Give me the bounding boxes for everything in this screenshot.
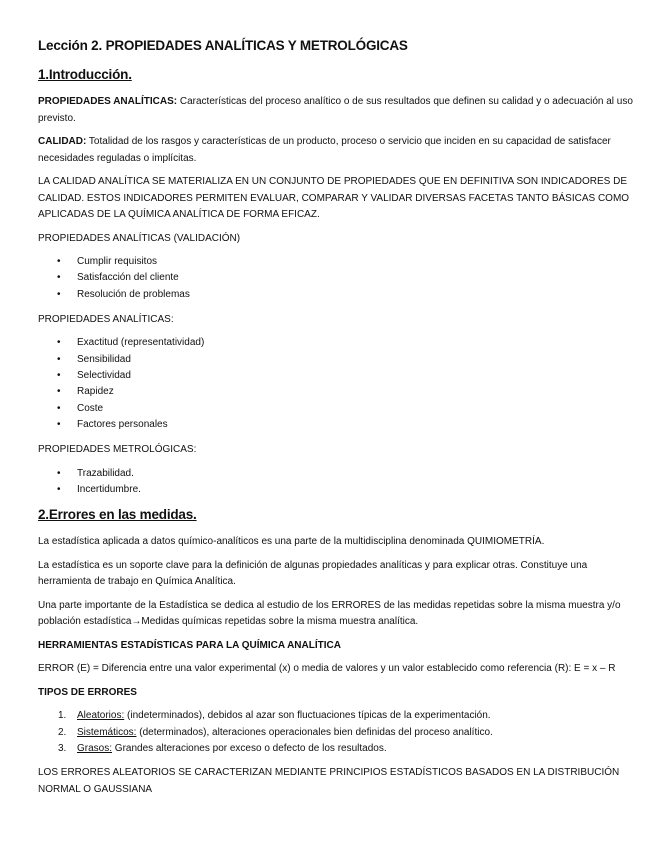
list-number: 1. (58, 710, 67, 722)
section-heading-errores: 2.Errores en las medidas. (38, 507, 197, 523)
tipos-heading (38, 685, 635, 702)
herramientas-heading (38, 638, 635, 655)
tipo-term: Grasos: (77, 742, 113, 754)
section-heading-introduccion: 1.Introducción. (38, 67, 132, 82)
definition-term: CALIDAD: (38, 136, 87, 147)
list-item: • Trazabilidad. (38, 466, 635, 482)
validacion-heading: PROPIEDADES ANALÍTICAS (VALIDACIÓN) (38, 232, 241, 244)
tipo-text: (indeterminados), debidos al azar son fluctuaciones típicas de la experimentación. (124, 710, 491, 722)
metrologicas-list (38, 466, 635, 499)
definition-text: Totalidad de los rasgos y características de un producto, proceso o servicio que inciden en su capacidad de satisfacer necesidades reguladas o implícitas. (38, 136, 611, 164)
final-paragraph: LOS ERRORES ALEATORIOS SE CARACTERIZAN MEDIANTE PRINCIPIOS ESTADÍSTICOS BASADOS EN LA DISTRIBUCIÓN NORMAL O GAUSSIANA (38, 767, 620, 795)
herramientas-heading-text: HERRAMIENTAS ESTADÍSTICAS PARA LA QUÍMICA ANALÍTICA (38, 639, 341, 651)
tipos-heading-text: TIPOS DE ERRORES (38, 686, 137, 698)
calidad-paragraph: LA CALIDAD ANALÍTICA SE MATERIALIZA EN UN CONJUNTO DE PROPIEDADES QUE EN DEFINITIVA SON INDICADORES DE CALIDAD. ESTOS INDICADORES PERMITEN EVALUAR, COMPARAR Y VALIDAR DIVERSAS FACETAS TANTO BÁSICAS COMO APLICADAS DE LA QUÍMICA ANALÍTICA DE FORMA EFICAZ. (38, 176, 630, 220)
list-number: 3. (58, 742, 67, 754)
list-item: • Exactitud (representatividad) (38, 335, 635, 351)
page-title: Lección 2. PROPIEDADES ANALÍTICAS Y METROLÓGICAS (38, 38, 408, 53)
list-item: • Incertidumbre. (38, 482, 635, 498)
list-item: • Coste (38, 401, 635, 417)
list-item (38, 708, 635, 724)
analiticas-list (38, 335, 635, 433)
error-definition: ERROR (E) = Diferencia entre una valor experimental (x) o media de valores y un valor establecido como referencia (R): E = x – R (38, 663, 616, 675)
list-item: • Selectividad (38, 368, 635, 384)
validacion-list (38, 254, 635, 303)
definition-text: Características del proceso analítico o de sus resultados que definen su calidad y o adecuación al uso previsto. (38, 96, 633, 124)
list-item (38, 725, 635, 741)
list-item: • Sensibilidad (38, 352, 635, 368)
list-number: 2. (58, 726, 67, 738)
tipo-text: Grandes alteraciones por exceso o defecto de los resultados. (112, 742, 387, 754)
definition-calidad (38, 134, 635, 167)
definition-term: PROPIEDADES ANALÍTICAS: (38, 96, 178, 107)
metrologicas-heading: PROPIEDADES METROLÓGICAS: (38, 444, 197, 456)
tipos-list (38, 708, 635, 757)
errores-paragraph: Una parte importante de la Estadística se dedica al estudio de los ERRORES de las medidas repetidas sobre la misma muestra y/o población estadística→Medidas químicas repetidas sobre la misma muestra analítica. (38, 599, 621, 628)
list-item: • Factores personales (38, 417, 635, 433)
list-item: • Rapidez (38, 384, 635, 400)
tipo-term: Aleatorios: (77, 710, 125, 722)
definition-propiedades-analiticas (38, 94, 635, 127)
tipo-text: (determinados), alteraciones operacionales bien definidas del proceso analítico. (136, 726, 493, 738)
estadistica-paragraph: La estadística es un soporte clave para la definición de algunas propiedades analíticas y para explicar otras. Constituye una herramienta de trabajo en Química Analítica. (38, 559, 588, 588)
analiticas-heading: PROPIEDADES ANALÍTICAS: (38, 313, 174, 325)
list-item: • Satisfacción del cliente (38, 270, 635, 286)
tipo-term: Sistemáticos: (77, 726, 137, 738)
quimiometria-paragraph: La estadística aplicada a datos químico-analíticos es una parte de la multidisciplina denominada QUIMIOMETRÍA. (38, 536, 545, 548)
list-item (38, 741, 635, 757)
list-item: • Resolución de problemas (38, 287, 635, 303)
list-item: • Cumplir requisitos (38, 254, 635, 270)
